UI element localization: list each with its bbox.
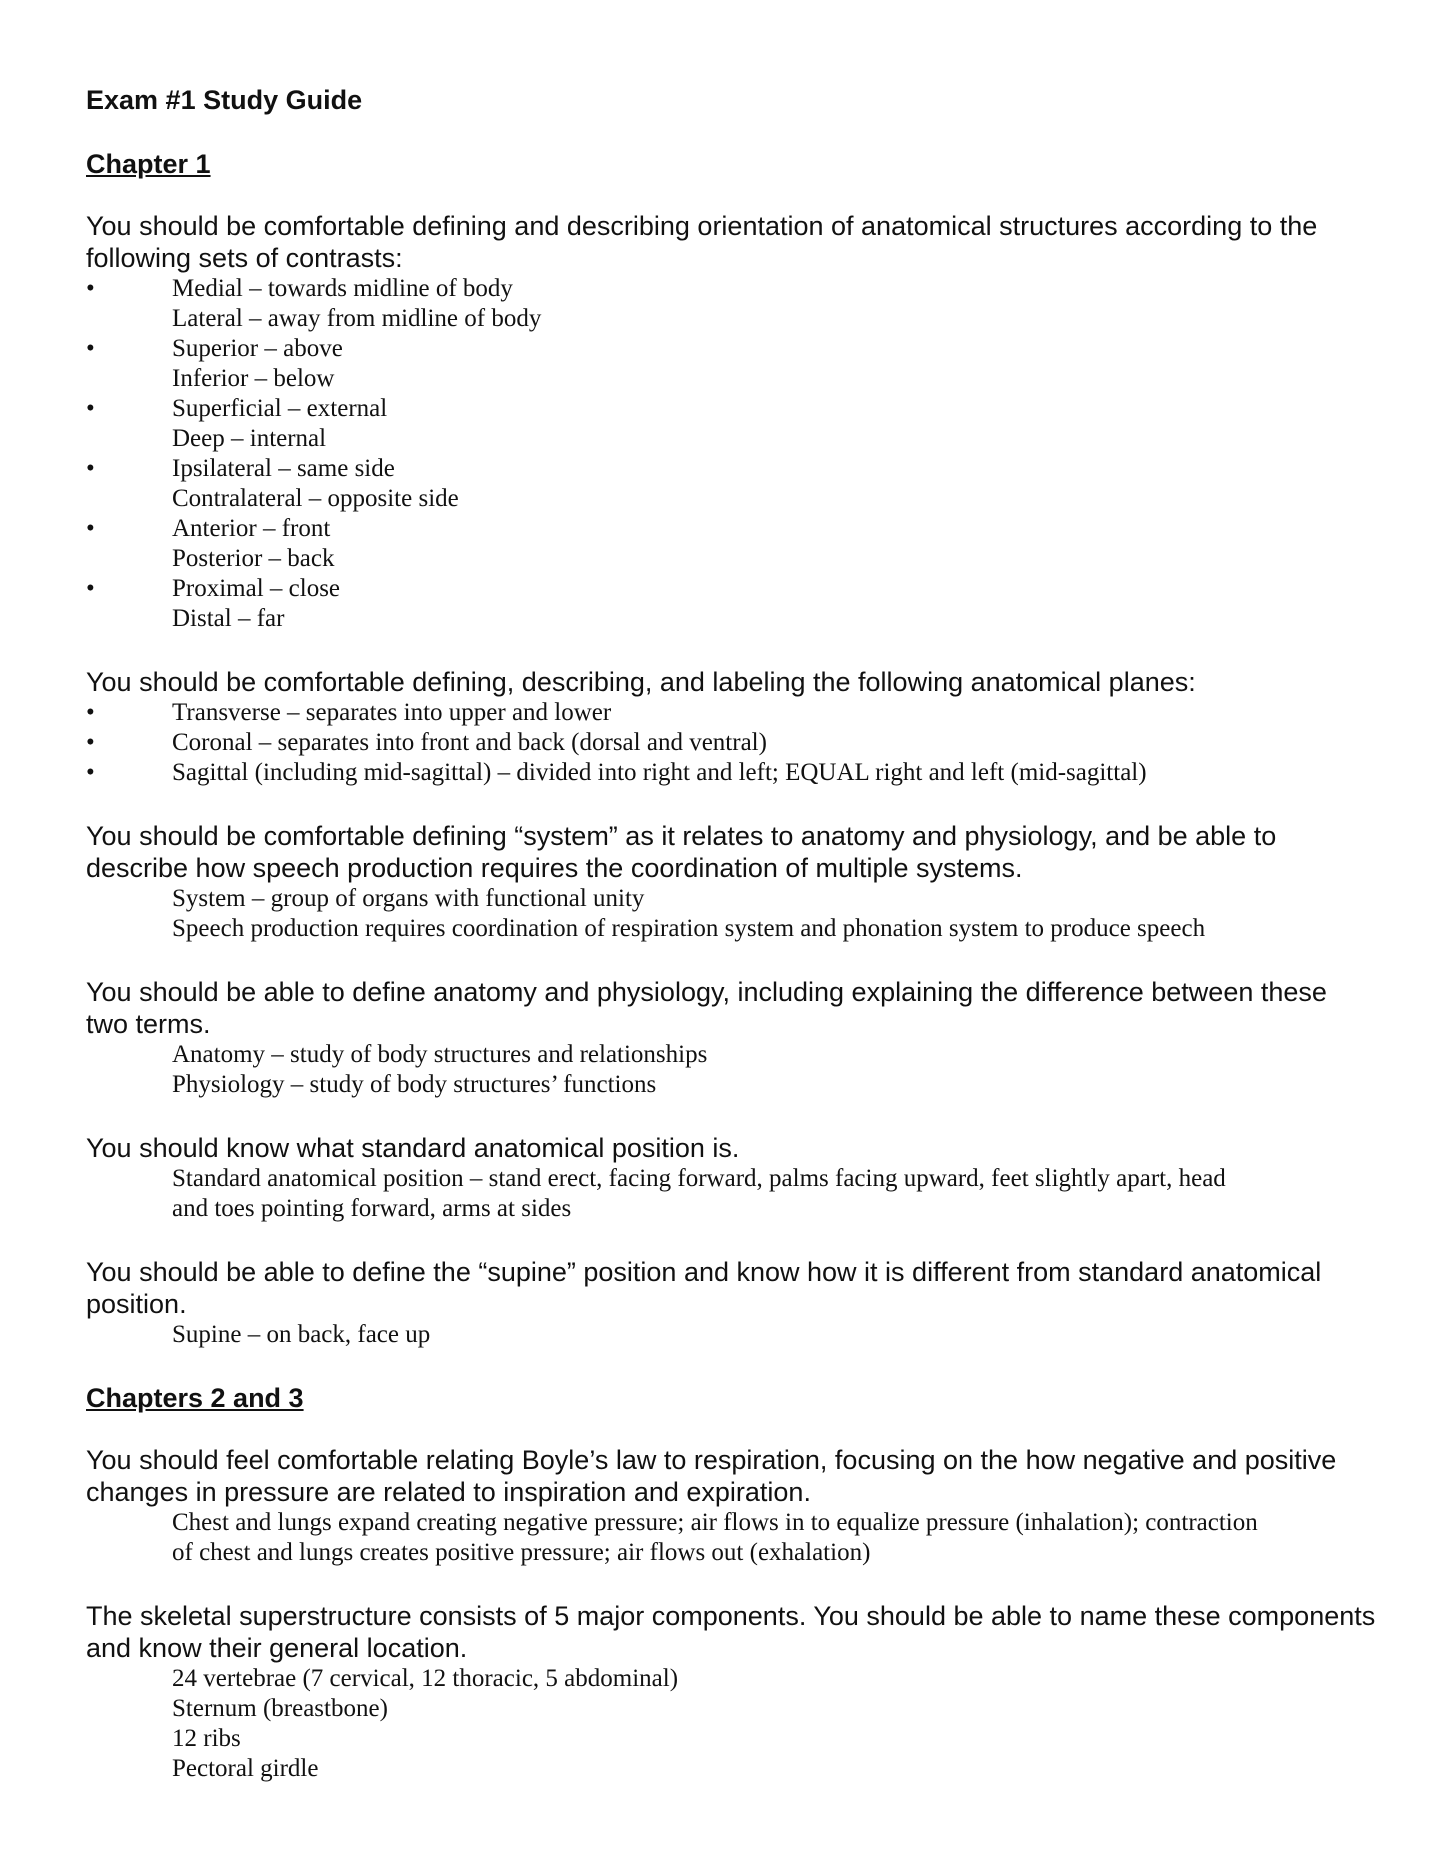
chapters-2-3-heading: Chapters 2 and 3 xyxy=(86,1383,304,1413)
chapter-1-heading: Chapter 1 xyxy=(86,149,211,179)
list-item xyxy=(86,728,1376,758)
document-title: Exam #1 Study Guide xyxy=(86,85,363,115)
answer-text: Speech production requires coordination of respiration system and phonation system to produce speech xyxy=(172,915,1206,942)
answer-text: Supine – on back, face up xyxy=(172,1321,431,1348)
boyle-prompt: You should feel comfortable relating Boyle’s law to respiration, focusing on the how negative and positive changes in pressure are related to inspiration and expiration. xyxy=(86,1445,1337,1507)
answer-text: Chest and lungs expand creating negative pressure; air flows in to equalize pressure (inhalation); contraction of chest and lungs creates positive pressure; air flows out (exhalation) xyxy=(172,1509,1258,1566)
answer-text: System – group of organs with functional unity xyxy=(172,885,645,912)
bullet: • xyxy=(86,335,95,362)
contrast-term: Proximal – close xyxy=(172,575,341,602)
supine-section xyxy=(86,1256,1376,1350)
plane-definition: Coronal – separates into front and back (dorsal and ventral) xyxy=(172,729,767,756)
planes-section xyxy=(86,666,1376,788)
contrast-term: Superficial – external xyxy=(172,395,388,422)
list-item xyxy=(86,334,1376,364)
orientation-section xyxy=(86,210,1376,634)
answer-text: Standard anatomical position – stand erect, facing forward, palms facing upward, feet slightly apart, head and toes pointing forward, arms at sides xyxy=(172,1165,1226,1222)
boyle-section xyxy=(86,1444,1376,1568)
bullet: • xyxy=(86,699,95,726)
system-prompt: You should be comfortable defining “system” as it relates to anatomy and physiology, and be able to describe how speech production requires the coordination of multiple systems. xyxy=(86,821,1277,883)
contrast-term: Inferior – below xyxy=(172,365,335,392)
bullet: • xyxy=(86,575,95,602)
contrast-term: Anterior – front xyxy=(172,515,331,542)
answer-text: Physiology – study of body structures’ functions xyxy=(172,1071,657,1098)
answer-text: Sternum (breastbone) xyxy=(172,1695,388,1722)
contrast-term: Ipsilateral – same side xyxy=(172,455,395,482)
list-item xyxy=(86,514,1376,544)
contrast-term: Deep – internal xyxy=(172,425,327,452)
list-item xyxy=(86,574,1376,604)
planes-prompt: You should be comfortable defining, describing, and labeling the following anatomical planes: xyxy=(86,667,1196,697)
anatomy-physiology-section xyxy=(86,976,1376,1100)
position-section xyxy=(86,1132,1376,1224)
bullet: • xyxy=(86,729,95,756)
bullet: • xyxy=(86,455,95,482)
answer-text: 24 vertebrae (7 cervical, 12 thoracic, 5 abdominal) xyxy=(172,1665,679,1692)
supine-prompt: You should be able to define the “supine” position and know how it is different from standard anatomical position. xyxy=(86,1257,1322,1319)
contrast-term: Posterior – back xyxy=(172,545,335,572)
list-item xyxy=(86,698,1376,728)
answer-text: Anatomy – study of body structures and relationships xyxy=(172,1041,708,1068)
bullet: • xyxy=(86,515,95,542)
list-item xyxy=(86,394,1376,424)
orientation-prompt: You should be comfortable defining and describing orientation of anatomical structures according to the following sets of contrasts: xyxy=(86,211,1318,273)
anatomy-physiology-prompt: You should be able to define anatomy and physiology, including explaining the difference between these two terms. xyxy=(86,977,1327,1039)
contrast-term: Medial – towards midline of body xyxy=(172,275,513,302)
contrast-term: Superior – above xyxy=(172,335,343,362)
contrast-term: Contralateral – opposite side xyxy=(172,485,459,512)
system-section xyxy=(86,820,1376,944)
document-page xyxy=(86,84,1376,1816)
list-item xyxy=(86,758,1376,788)
bullet: • xyxy=(86,275,95,302)
answer-text: 12 ribs xyxy=(172,1725,241,1752)
skeletal-section xyxy=(86,1600,1376,1784)
bullet: • xyxy=(86,395,95,422)
plane-definition: Sagittal (including mid-sagittal) – divided into right and left; EQUAL right and left (mid-sagittal) xyxy=(172,759,1147,786)
answer-text: Pectoral girdle xyxy=(172,1755,319,1782)
plane-definition: Transverse – separates into upper and lower xyxy=(172,699,612,726)
list-item xyxy=(86,454,1376,484)
bullet: • xyxy=(86,759,95,786)
contrast-term: Lateral – away from midline of body xyxy=(172,305,542,332)
contrast-term: Distal – far xyxy=(172,605,285,632)
position-prompt: You should know what standard anatomical position is. xyxy=(86,1133,740,1163)
list-item xyxy=(86,274,1376,304)
skeletal-prompt: The skeletal superstructure consists of 5 major components. You should be able to name these components and know their general location. xyxy=(86,1601,1376,1663)
